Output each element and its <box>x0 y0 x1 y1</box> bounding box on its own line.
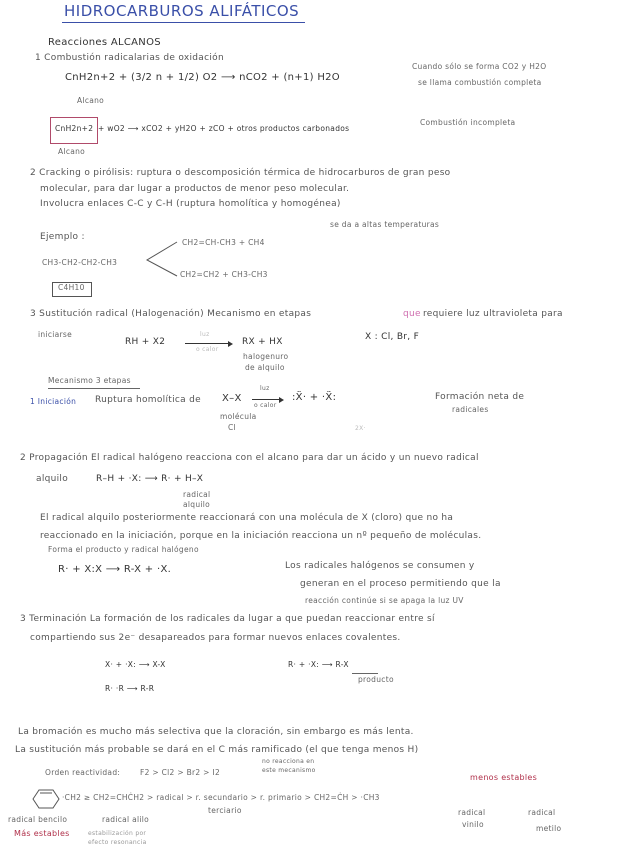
section-heading: Reacciones ALCANOS <box>48 37 161 48</box>
propagation-text-1: El radical alquilo posteriormente reaccionará con una molécula de X (cloro) que no ha <box>40 513 454 523</box>
propagation-equation: R–H + ·X: ⟶ R· + H–X <box>96 474 204 484</box>
branch-arrows <box>145 240 180 278</box>
label-benzyl: radical bencilo <box>8 815 68 824</box>
example-label: Ejemplo : <box>40 232 85 242</box>
resonance-note-b: efecto resonancia <box>88 839 147 846</box>
cracking-line-3: Involucra enlaces C-C y C-H (ruptura homolítica y homogénea) <box>40 199 341 209</box>
substitution-que: que <box>403 309 421 319</box>
init-arrow-bottom: o calor <box>254 402 277 409</box>
halogenation-reactants: RH + X2 <box>125 337 166 347</box>
less-stable-label: menos estables <box>470 773 538 782</box>
benzene-ring-icon <box>27 788 63 810</box>
label-de-alquilo: de alquilo <box>245 363 285 372</box>
equation-combustion-incomplete: + wO2 ⟶ xCO2 + yH2O + zCO + otros productos carbonados <box>98 124 350 133</box>
termination-line-2: compartiendo sus 2e⁻ desapareados para formar nuevos enlaces covalentes. <box>30 633 401 643</box>
boxed-formula: CnH2n+2 <box>55 124 94 133</box>
stability-chain: ·CH2 ≥ CH2=CHĊH2 > radical > r. secundario > r. primario > CH2=ĊH > ·CH3 <box>62 793 380 802</box>
label-methyl-b: metilo <box>536 824 562 833</box>
resonance-note-a: estabilización por <box>88 830 147 837</box>
label-alcano: Alcano <box>77 96 105 105</box>
arrow-bottom: o calor <box>196 346 219 353</box>
product-underline <box>352 673 378 674</box>
propagation-text-3: Forma el producto y radical halógeno <box>48 545 199 554</box>
label-methyl-a: radical <box>528 808 556 817</box>
note-complete-a: Cuando sólo se forma CO2 y H2O <box>412 62 547 71</box>
reactivity-note-a: no reacciona en <box>262 758 315 765</box>
substitution-line-1c: requiere luz ultravioleta para <box>423 309 563 319</box>
halogenation-products: RX + HX <box>242 337 283 347</box>
propagation-equation-2: R· + X:X ⟶ R-X + ·X. <box>58 564 172 575</box>
underline <box>48 388 140 389</box>
propagation-note-1: Los radicales halógenos se consumen y <box>285 561 475 571</box>
label-vinyl-a: radical <box>458 808 486 817</box>
initiation-arrow <box>252 399 282 400</box>
cracking-line-2: molecular, para dar lugar a productos de menor peso molecular. <box>40 184 350 194</box>
reactivity-note-b: este mecanismo <box>262 767 316 774</box>
label-allyl: radical alilo <box>102 815 150 824</box>
product-2: CH2=CH2 + CH3-CH3 <box>180 270 268 279</box>
bromination-line-2: La sustitución más probable se dará en el C más ramificado (el que tenga menos H) <box>15 745 419 755</box>
temp-note: se da a altas temperaturas <box>330 220 440 229</box>
equation-combustion-complete: CnH2n+2 + (3/2 n + 1/2) O2 ⟶ nCO2 + (n+1) H2O <box>65 72 340 83</box>
product-1: CH2=CH-CH3 + CH4 <box>182 238 265 247</box>
more-stable-label: Más estables <box>14 829 70 838</box>
initiation-text: Ruptura homolítica de <box>95 395 201 405</box>
reactivity-order: F2 > Cl2 > Br2 > I2 <box>140 768 221 777</box>
substitution-line-2: iniciarse <box>38 330 73 339</box>
termination-equation-2: R· + ·X: ⟶ R-X <box>288 660 349 669</box>
propagation-line-1: 2 Propagación El radical halógeno reacciona con el alcano para dar un ácido y un nuevo radical <box>20 453 479 463</box>
label-2x: 2X· <box>355 425 366 432</box>
label-cl: Cl <box>228 423 236 432</box>
label-molecula: molécula <box>220 412 257 421</box>
propagation-line-2: alquilo <box>36 474 69 484</box>
init-note-b: radicales <box>452 405 489 414</box>
initiation-reactant: X–X <box>222 393 242 404</box>
page-title: HIDROCARBUROS ALIFÁTICOS <box>62 2 305 23</box>
cracking-line-1: 2 Cracking o pirólisis: ruptura o descomposición térmica de hidrocarburos de gran peso <box>30 168 451 178</box>
substitution-line-1: 3 Sustitución radical (Halogenación) Mecanismo en etapas <box>30 309 312 319</box>
label-alquilo: alquilo <box>183 500 211 509</box>
reaction-arrow <box>185 343 231 344</box>
note-complete-b: se llama combustión completa <box>418 78 542 87</box>
item-combustion: 1 Combustión radicalarias de oxidación <box>35 53 224 63</box>
mechanism-label: Mecanismo 3 etapas <box>48 376 131 385</box>
bromination-line-1: La bromación es mucho más selectiva que la cloración, sin embargo es más lenta. <box>18 727 414 737</box>
label-vinyl-b: vinilo <box>462 820 484 829</box>
propagation-note-2: generan en el proceso permitiendo que la <box>300 579 501 589</box>
arrow-top: luz <box>200 331 210 338</box>
halogen-note: X : Cl, Br, F <box>365 332 420 342</box>
label-producto: producto <box>358 675 394 684</box>
reactivity-label: Orden reactividad: <box>45 768 121 777</box>
step-initiation: 1 Iniciación <box>30 397 77 406</box>
formula: C4H10 <box>58 283 85 292</box>
label-radical: radical <box>183 490 211 499</box>
reactant: CH3-CH2-CH2-CH3 <box>42 258 118 267</box>
label-alcano-2: Alcano <box>58 147 86 156</box>
propagation-text-2: reaccionado en la iniciación, porque en la iniciación reacciona un nº pequeño de moléculas. <box>40 531 482 541</box>
propagation-note-3: reacción continúe si se apaga la luz UV <box>305 596 464 605</box>
init-note-a: Formación neta de <box>435 392 525 402</box>
initiation-products: :Ẍ· + ·Ẍ: <box>292 392 337 403</box>
init-arrow-top: luz <box>260 385 270 392</box>
termination-line-1: 3 Terminación La formación de los radicales da lugar a que puedan reaccionar entre sí <box>20 614 435 624</box>
label-halogenuro: halogenuro <box>243 352 289 361</box>
note-incomplete: Combustión incompleta <box>420 118 516 127</box>
termination-equation-3: R· ·R ⟶ R-R <box>105 684 155 693</box>
termination-equation-1: X· + ·X: ⟶ X-X <box>105 660 166 669</box>
label-tertiary: terciario <box>208 806 242 815</box>
